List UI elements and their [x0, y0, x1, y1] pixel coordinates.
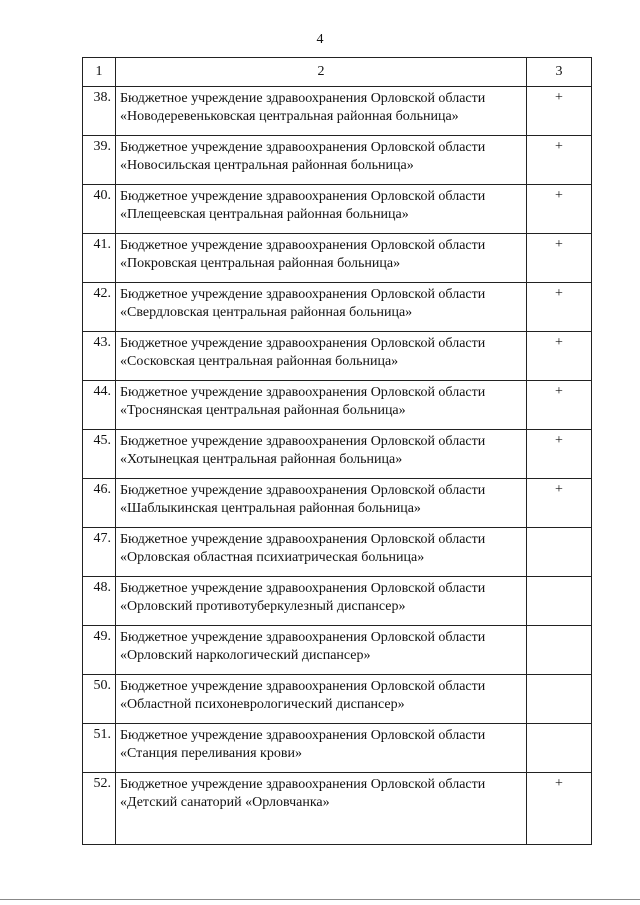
row-number: 46. — [83, 479, 116, 528]
page-number: 4 — [316, 32, 324, 47]
institution-name-cell — [116, 528, 527, 577]
header-cell-3: 3 — [527, 58, 592, 87]
row-number: 52. — [83, 773, 116, 845]
institution-name-line-2: «Плещеевская центральная районная больница» — [120, 207, 409, 222]
institution-name-line-2: «Хотынецкая центральная районная больница» — [120, 452, 403, 467]
institution-name-line-2: «Новодеревеньковская центральная районная больница» — [120, 109, 459, 124]
institution-name-line-2: «Орловский наркологический диспансер» — [120, 648, 371, 663]
mark-cell: + — [527, 773, 592, 845]
institution-name-line-1: Бюджетное учреждение здравоохранения Орловской области — [120, 532, 486, 547]
table-row — [83, 332, 592, 381]
mark-cell — [527, 528, 592, 577]
mark-cell — [527, 577, 592, 626]
institution-name-line-1: Бюджетное учреждение здравоохранения Орловской области — [120, 777, 486, 792]
table-row — [83, 430, 592, 479]
table-row — [83, 136, 592, 185]
table-row — [83, 381, 592, 430]
table-row — [83, 234, 592, 283]
row-number: 43. — [83, 332, 116, 381]
institution-name-cell — [116, 577, 527, 626]
mark-cell: + — [527, 234, 592, 283]
table-row — [83, 479, 592, 528]
row-number: 49. — [83, 626, 116, 675]
institution-name-line-2: «Областной психоневрологический диспансер» — [120, 697, 405, 712]
table-row — [83, 528, 592, 577]
institution-name-cell — [116, 479, 527, 528]
mark-cell — [527, 724, 592, 773]
mark-cell: + — [527, 430, 592, 479]
institution-name-cell — [116, 430, 527, 479]
institution-name-cell — [116, 773, 527, 845]
page-bottom-edge-line — [0, 899, 640, 900]
institution-name-cell — [116, 185, 527, 234]
row-number: 42. — [83, 283, 116, 332]
institution-name-line-2: «Шаблыкинская центральная районная больница» — [120, 501, 421, 516]
institution-name-line-1: Бюджетное учреждение здравоохранения Орловской области — [120, 630, 486, 645]
institution-name-cell — [116, 283, 527, 332]
row-number: 45. — [83, 430, 116, 479]
institution-name-line-1: Бюджетное учреждение здравоохранения Орловской области — [120, 238, 486, 253]
institution-name-line-1: Бюджетное учреждение здравоохранения Орловской области — [120, 189, 486, 204]
mark-cell: + — [527, 283, 592, 332]
row-number: 38. — [83, 87, 116, 136]
mark-cell: + — [527, 87, 592, 136]
institution-name-line-2: «Детский санаторий «Орловчанка» — [120, 795, 330, 810]
institution-name-cell — [116, 234, 527, 283]
mark-cell: + — [527, 136, 592, 185]
institution-name-cell — [116, 724, 527, 773]
institution-name-line-1: Бюджетное учреждение здравоохранения Орловской области — [120, 91, 486, 106]
row-number: 47. — [83, 528, 116, 577]
table-row — [83, 626, 592, 675]
table-row — [83, 675, 592, 724]
table-row — [83, 87, 592, 136]
row-number: 51. — [83, 724, 116, 773]
table-row — [83, 773, 592, 845]
institution-name-cell — [116, 332, 527, 381]
institution-name-cell — [116, 381, 527, 430]
table-row — [83, 577, 592, 626]
row-number: 50. — [83, 675, 116, 724]
row-number: 39. — [83, 136, 116, 185]
institution-name-line-1: Бюджетное учреждение здравоохранения Орловской области — [120, 385, 486, 400]
mark-cell: + — [527, 381, 592, 430]
institution-name-line-2: «Орловский противотуберкулезный диспансер» — [120, 599, 406, 614]
institution-name-line-2: «Станция переливания крови» — [120, 746, 302, 761]
row-number: 48. — [83, 577, 116, 626]
row-number: 44. — [83, 381, 116, 430]
mark-cell — [527, 675, 592, 724]
mark-cell — [527, 626, 592, 675]
table-row — [83, 724, 592, 773]
institution-name-line-1: Бюджетное учреждение здравоохранения Орловской области — [120, 728, 486, 743]
institution-name-line-2: «Троснянская центральная районная больница» — [120, 403, 406, 418]
institution-name-cell — [116, 87, 527, 136]
table-row — [83, 185, 592, 234]
table-row — [83, 283, 592, 332]
institution-name-cell — [116, 136, 527, 185]
mark-cell: + — [527, 332, 592, 381]
table-header-row — [83, 58, 592, 87]
institution-name-line-1: Бюджетное учреждение здравоохранения Орловской области — [120, 679, 486, 694]
header-cell-2: 2 — [116, 58, 527, 87]
institution-name-line-2: «Сосковская центральная районная больница» — [120, 354, 399, 369]
institution-name-line-2: «Новосильская центральная районная больница» — [120, 158, 414, 173]
institution-name-line-1: Бюджетное учреждение здравоохранения Орловской области — [120, 434, 486, 449]
header-cell-1: 1 — [83, 58, 116, 87]
institution-name-line-1: Бюджетное учреждение здравоохранения Орловской области — [120, 581, 486, 596]
institution-name-line-1: Бюджетное учреждение здравоохранения Орловской области — [120, 336, 486, 351]
institutions-table — [82, 57, 592, 845]
institution-name-line-1: Бюджетное учреждение здравоохранения Орловской области — [120, 483, 486, 498]
institution-name-line-2: «Свердловская центральная районная больница» — [120, 305, 413, 320]
institution-name-cell — [116, 626, 527, 675]
institution-name-line-2: «Покровская центральная районная больница» — [120, 256, 401, 271]
row-number: 40. — [83, 185, 116, 234]
institution-name-line-2: «Орловская областная психиатрическая больница» — [120, 550, 425, 565]
institution-name-line-1: Бюджетное учреждение здравоохранения Орловской области — [120, 140, 486, 155]
institution-name-cell — [116, 675, 527, 724]
institution-name-line-1: Бюджетное учреждение здравоохранения Орловской области — [120, 287, 486, 302]
mark-cell: + — [527, 479, 592, 528]
row-number: 41. — [83, 234, 116, 283]
mark-cell: + — [527, 185, 592, 234]
